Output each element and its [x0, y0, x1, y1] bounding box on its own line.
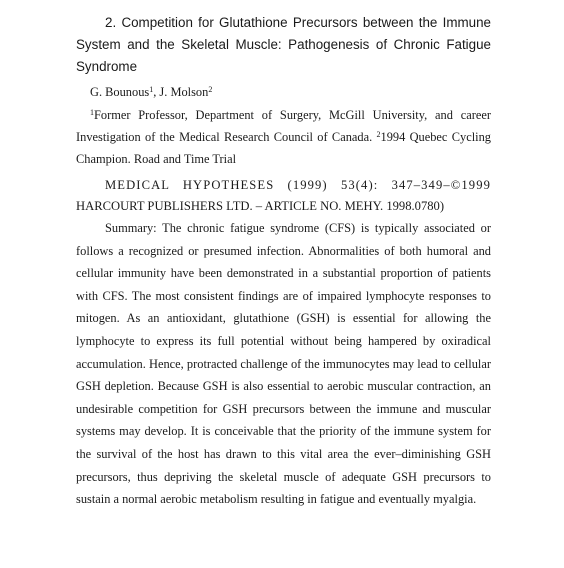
journal-name: MEDICAL HYPOTHESES (1999) 53(4): 347–349–©1999	[105, 178, 491, 192]
abstract-summary: Summary: The chronic fatigue syndrome (CFS) is typically associated or follows a recognized or presumed infection. Abnormalities of both humoral and cellular immunity have been demonstrated in a substantial proportion of patients with CFS. The most consistent findings are of impaired lymphocyte responses to mitogen. As an antioxidant, glutathione (GSH) is essential for allowing the lymphocyte to express its full potential without being hampered by oxiradical accumulation. Hence, protracted challenge of the immunocytes may lead to cellular GSH depletion. Because GSH is also essential to aerobic muscular contraction, an undesirable competition for GSH precursors between the immune and muscular systems may develop. It is conceivable that the priority of the immune system for the survival of the host has drawn to this vital area the ever–diminishing GSH precursors, thus depriving the skeletal muscle of adequate GSH precursors to sustain a normal aerobic metabolism resulting in fatigue and eventually myalgia.	[76, 221, 491, 507]
article-title: 2. Competition for Glutathione Precursors between the Immune System and the Skeletal Muscle: Pathogenesis of Chronic Fatigue Syndrome	[76, 15, 491, 74]
author-superscript: 1	[149, 85, 154, 94]
author-line	[76, 82, 491, 102]
publisher-info: HARCOURT PUBLISHERS LTD. – ARTICLE NO. MEHY. 1998.0780)	[76, 199, 445, 213]
affiliation-text: Former Professor, Department of Surgery, McGill University, and career Investigation of the Medical Research Council of Canada.	[76, 108, 491, 144]
affiliation-superscript: 1	[90, 108, 94, 117]
author-superscript: 2	[208, 85, 213, 94]
affiliations	[76, 104, 491, 170]
author-name: G. Bounous	[90, 85, 150, 99]
affiliation-superscript: 2	[376, 130, 381, 139]
author-separator: ,	[153, 85, 160, 99]
journal-citation	[76, 175, 491, 217]
affiliation-text: 1994 Quebec Cycling Champion. Road and Time Trial	[76, 130, 491, 166]
author-name: J. Molson	[159, 85, 209, 99]
article	[76, 12, 491, 511]
